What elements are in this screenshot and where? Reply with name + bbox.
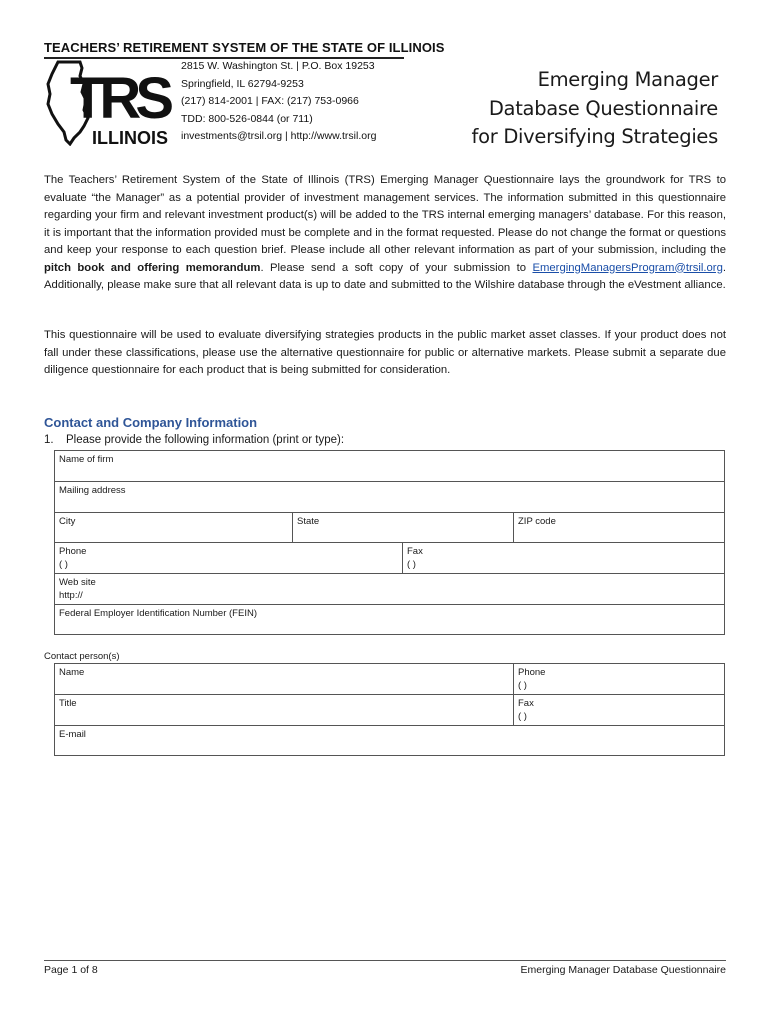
form-row (55, 695, 724, 726)
fax-field[interactable] (403, 543, 724, 573)
form-row (55, 513, 724, 543)
zip-code-field[interactable] (514, 513, 724, 542)
contact-person-form (54, 663, 725, 756)
form-row (55, 574, 724, 605)
footer-document-name: Emerging Manager Database Questionnaire (520, 964, 726, 976)
section-heading: Contact and Company Information (44, 415, 258, 430)
form-row (55, 482, 724, 513)
name-of-firm-field[interactable] (55, 451, 724, 481)
field-label: Phone (59, 546, 87, 557)
phone-field[interactable] (55, 543, 403, 573)
form-row (55, 664, 724, 695)
field-label: ZIP code (518, 516, 556, 527)
email-link[interactable]: EmergingManagersProgram@trsil.org (532, 261, 723, 274)
field-label: Fax (407, 546, 423, 557)
contact-phone-field[interactable] (514, 664, 724, 694)
area-code-parens: ( ) (59, 558, 68, 570)
contact-title-field[interactable] (55, 695, 514, 725)
contact-persons-label: Contact person(s) (44, 651, 120, 662)
field-label: City (59, 516, 76, 527)
field-label: Web site (59, 577, 96, 588)
question-text: Please provide the following information (print or type): (66, 434, 345, 446)
field-label: Fax (518, 698, 534, 709)
address-line: (217) 814-2001 | FAX: (217) 753-0966 (181, 95, 359, 107)
org-name: TEACHERS’ RETIREMENT SYSTEM OF THE STATE OF ILLINOIS (44, 40, 445, 55)
intro-paragraph-2: This questionnaire will be used to evaluate diversifying strategies products in the public market asset classes. If your product does not fall under these classifications, please use the alternative questionnaire for public or alternative markets. Please submit a separate due diligence questionnaire for each product that is being submitted for consideration. (44, 329, 726, 376)
intro-paragraph-1: The Teachers’ Retirement System of the State of Illinois (TRS) Emerging Manager Questionnaire lays the groundwork for TRS to evaluate “the Manager” as a potential provider of investment management services. The information submitted in this questionnaire regarding your firm and relevant investment product(s) will be added to the TRS internal emerging managers’ database. For this reason, it is important that the information provided must be complete and in the format requested. Please do not change the format or questions and keep your response to each question brief. Please include all other relevant information as part of your submission, including the pitch book and offering memorandum. Please send a soft copy of your submission to EmergingManagersProgram@trsil.org. Additionally, please make sure that all relevant data is up to date and submitted to the Wilshire database through the eVestment alliance. (44, 174, 726, 291)
address-line: 2815 W. Washington St. | P.O. Box 19253 (181, 60, 375, 72)
field-label: Name of firm (59, 454, 114, 465)
question-number: 1. (44, 434, 54, 446)
area-code-parens: ( ) (407, 558, 416, 570)
mailing-address-field[interactable] (55, 482, 724, 512)
title-line: Database Questionnaire (488, 96, 718, 120)
title-line: Emerging Manager (537, 68, 718, 91)
trs-illinois-logo (44, 58, 178, 146)
logo-illinois-text: ILLINOIS (92, 128, 168, 146)
field-label: Federal Employer Identification Number (FEIN) (59, 608, 257, 619)
address-block (181, 58, 376, 146)
contact-name-field[interactable] (55, 664, 514, 694)
question-1 (44, 434, 344, 446)
address-line: Springfield, IL 62794-9253 (181, 77, 304, 90)
field-label: Phone (518, 667, 546, 678)
url-prefix: http:// (59, 589, 83, 601)
document-title (472, 66, 718, 152)
address-line: investments@trsil.org | http://www.trsil.org (181, 130, 377, 142)
footer-rule (44, 960, 726, 961)
field-label: State (297, 516, 320, 527)
field-label: Title (59, 698, 77, 709)
area-code-parens: ( ) (518, 679, 527, 691)
state-field[interactable] (293, 513, 514, 542)
page-number: Page 1 of 8 (44, 964, 98, 976)
form-row (55, 451, 724, 482)
form-row (55, 726, 724, 757)
city-field[interactable] (55, 513, 293, 542)
website-field[interactable] (55, 574, 724, 604)
pitch-book-emphasis: pitch book and offering memorandum (44, 261, 261, 274)
firm-info-form (54, 450, 725, 635)
form-row (55, 543, 724, 574)
contact-fax-field[interactable] (514, 695, 724, 725)
field-label: Name (59, 667, 85, 678)
logo-trs-text: TRS (70, 66, 168, 131)
contact-email-field[interactable] (55, 726, 724, 757)
field-label: Mailing address (59, 485, 126, 496)
area-code-parens: ( ) (518, 710, 527, 722)
title-line: for Diversifying Strategies (471, 125, 718, 148)
form-row (55, 605, 724, 636)
fein-field[interactable] (55, 605, 724, 636)
field-label: E-mail (59, 729, 86, 740)
address-line: TDD: 800-526-0844 (or 711) (181, 112, 313, 125)
